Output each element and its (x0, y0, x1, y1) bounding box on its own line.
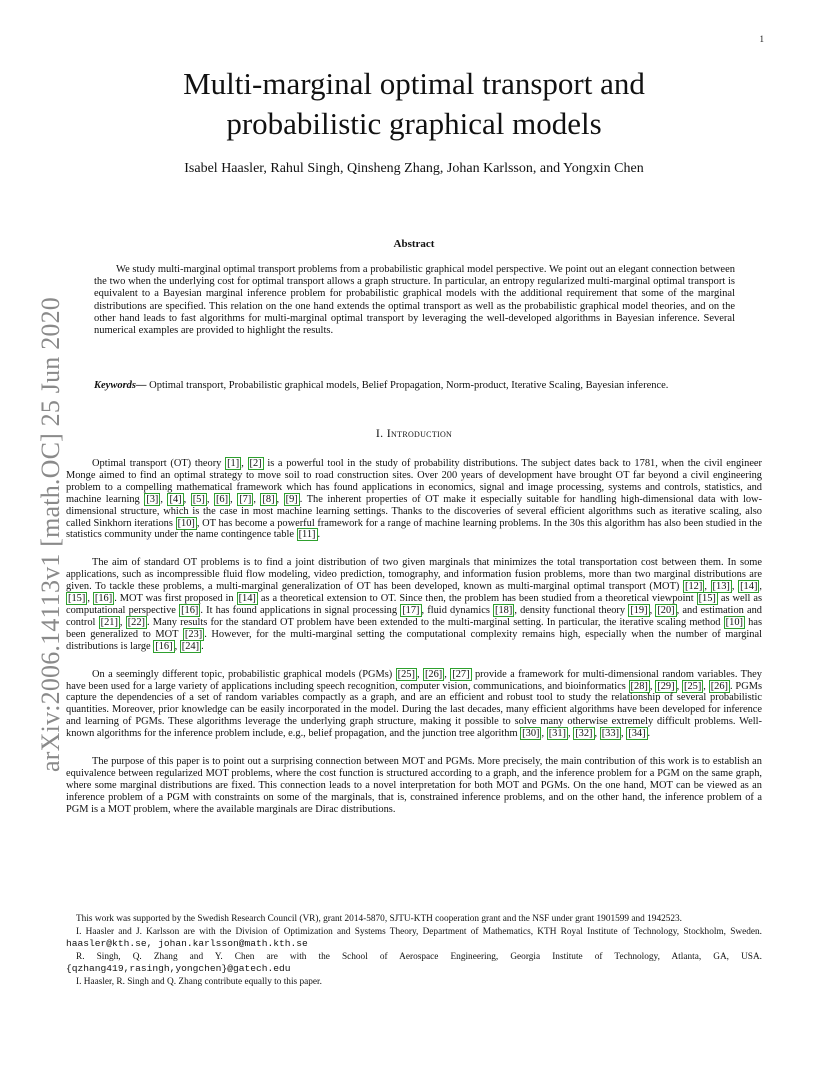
paragraph-text: , (444, 668, 451, 680)
citation-link[interactable]: [7] (239, 493, 252, 505)
citation-link[interactable]: [12] (685, 581, 703, 593)
paragraph-text: , (676, 680, 682, 692)
citation-link[interactable]: [27] (452, 668, 470, 680)
citation-link[interactable]: [9] (285, 493, 298, 505)
citation-link[interactable]: [25] (397, 668, 415, 680)
citation-link[interactable]: [5] (192, 493, 205, 505)
citation-link[interactable]: [10] (725, 616, 743, 628)
paragraph-text: , (568, 728, 574, 740)
citation-link[interactable]: [30] (522, 728, 540, 740)
kth-emails: haasler@kth.se, johan.karlsson@math.kth.se (66, 938, 308, 949)
paper-title (0, 64, 828, 144)
paragraph-text: , (174, 640, 180, 652)
paragraph-text: , (241, 458, 248, 469)
paragraph-text: , (230, 493, 238, 505)
paragraph-text: as a theoretical extension to OT. Since then, the problem has been studied from a theoretical viewpoint (257, 593, 697, 605)
citation-link[interactable]: [24] (181, 640, 200, 652)
citation-link[interactable]: [17] (402, 604, 420, 616)
citation-link[interactable]: [28] (630, 680, 648, 692)
paragraph-text: . However, for the multi-marginal setting the computational complexity remains high, especially when the number of marginal distributions is large (66, 628, 762, 652)
paragraph-text: . It has found applications in signal processing (200, 604, 401, 616)
citation-link[interactable]: [26] (424, 668, 443, 680)
paragraph-text: has been generalized to MOT (66, 616, 763, 640)
paragraph-text: , (594, 728, 600, 740)
paragraph-3 (66, 669, 762, 740)
citation-link[interactable]: [10] (177, 517, 195, 529)
paragraph-text: , density functional theory (514, 604, 629, 616)
abstract-text: We study multi-marginal optimal transport problems from a probabilistic graphical model perspective. We point out an elegant connection between the two when the underlying cost for optimal transport allows a graph structure. In particular, an entropy regularized multi-marginal optimal transport is equivalent to a Bayesian marginal inference problem for probabilistic graphical models with the additional requirement that some of the marginal distributions are specified. This relation on the one hand extends the optimal transport as well as the probabilistic graphical model theories, and on the other hand leads to fast algorithms for multi-marginal optimal transport by leveraging the well-developed algorithms in Bayesian inference. Several numerical examples are provided to highlight the results. (94, 264, 735, 337)
paragraph-text: The aim of standard OT problems is to find a joint distribution of two given marginals that minimizes the total transportation cost between them. In some applications, such as incompressible fluid flow modeling, video prediction, tomography, and information fusion problems, more than two marginal distributions are given. To tackle these problems, a multi-marginal generalization of OT has been developed, known as multi-marginal optimal transport (MOT) (66, 557, 762, 593)
keywords-line (94, 380, 774, 392)
footnote-gatech-text: R. Singh, Q. Zhang and Y. Chen are with the School of Aerospace Engineering, Georgia Institute of Technology, Atlanta, GA, USA. (76, 952, 762, 962)
paragraph-text: , fluid dynamics (421, 604, 494, 616)
citation-link[interactable]: [8] (262, 493, 275, 505)
citation-link[interactable]: [15] (68, 593, 86, 605)
citation-link[interactable]: [32] (575, 728, 593, 740)
paragraph-text: , (649, 680, 656, 692)
paragraph-text: . (201, 640, 204, 652)
paragraph-1 (66, 458, 762, 541)
paragraph-text: , (703, 680, 709, 692)
paragraph-text: , (160, 493, 168, 505)
paragraph-text: , (731, 581, 739, 593)
paragraph-text: On a seemingly different topic, probabilistic graphical models (PGMs) (92, 668, 396, 680)
page-number: 1 (759, 34, 764, 44)
citation-link[interactable]: [6] (215, 493, 229, 505)
citation-link[interactable]: [16] (94, 593, 113, 605)
author-list: Isabel Haasler, Rahul Singh, Qinsheng Zhang, Johan Karlsson, and Yongxin Chen (184, 161, 644, 176)
citation-link[interactable]: [26] (710, 680, 729, 692)
footnote-affiliation-kth (66, 927, 762, 950)
paragraph-text: The purpose of this paper is to point out a surprising connection between MOT and PGMs. More precisely, the main contribution of this work is to establish an equivalence between regularized MOT problems, where the cost function is structured according to a graph, and the inference problem for a PGM on the same graph, where some marginal distributions are fixed. This connection leads to a novel interpretation for both MOT and PGMs. On the one hand, MOT can be viewed as an inference problem of a PGM with constraints on some of the marginals, that is, constrained inference problems, and on the other hand, the inference problem of a PGM is a MOT problem, where the available marginals are Dirac distributions. (66, 756, 762, 815)
citation-link[interactable]: [15] (698, 593, 716, 605)
paragraph-text: . PGMs capture the dependencies of a set of random variables compactly as a graph, and are an efficient and robust tool to study the relationship of several probabilistic quantities. Moreover, prior knowledge can be easily incorporated in the model. During the last decades, many efficient algorithms have been developed for inference and learning of PGMs. These algorithms leverage the underlying graph structure, making it possible to solve many otherwise extremely difficult problems. Well-known algorithms for the inference problem include, e.g., belief propagation, and the junction tree algorithm (66, 680, 762, 740)
paragraph-text: . The inherent properties of OT make it especially suitable for handling high-dimensional data with low-dimensional structure, which is the case in most machine learning settings. Thanks to the discoveries of several efficient algorithms such as iterative scaling, also called Sinkhorn iterations (66, 493, 762, 529)
citation-link[interactable]: [14] (740, 581, 758, 593)
section-heading-introduction: I. Introduction (375, 426, 453, 440)
paragraph-text: , (119, 616, 126, 628)
citation-link[interactable]: [22] (127, 616, 145, 628)
paragraph-text: , (621, 728, 627, 740)
paragraph-text: , (87, 593, 93, 605)
citation-link[interactable]: [23] (184, 628, 203, 640)
citation-link[interactable]: [2] (249, 458, 262, 469)
paragraph-text: , (416, 668, 423, 680)
citation-link[interactable]: [29] (657, 680, 675, 692)
citation-link[interactable]: [18] (495, 604, 513, 616)
citation-link[interactable]: [19] (630, 604, 648, 616)
citation-link[interactable]: [14] (238, 593, 256, 605)
citation-link[interactable]: [11] (298, 529, 316, 541)
paragraph-text: . MOT was first proposed in (114, 593, 237, 605)
paragraph-text: , (649, 604, 656, 616)
citation-link[interactable]: [33] (601, 728, 620, 740)
title-line-2: probabilistic graphical models (226, 106, 602, 141)
paragraph-text: , and estimation and control (66, 604, 762, 628)
citation-link[interactable]: [20] (657, 604, 675, 616)
footnote-affiliation-gatech (66, 952, 762, 975)
paragraph-text: as well as computational perspective (66, 593, 762, 616)
paragraph-text: . Many results for the standard OT problem have been extended to the multi-marginal setting. In particular, the iterative scaling method (147, 616, 724, 628)
paragraph-text: . (317, 529, 321, 541)
citation-link[interactable]: [1] (227, 458, 240, 469)
title-line-1: Multi-marginal optimal transport and (183, 66, 645, 101)
paragraph-text: . (647, 728, 651, 740)
paragraph-text: provide a framework for multi-dimensional random variables. They have been used for a large variety of applications including speech recognition, computer vision, communications, and bioinformatics (66, 668, 762, 692)
citation-link[interactable]: [31] (548, 728, 566, 740)
paragraph-text: , (541, 728, 547, 740)
citation-link[interactable]: [16] (155, 640, 173, 652)
citation-link[interactable]: [13] (712, 581, 730, 593)
paragraph-text: , (759, 581, 763, 593)
citation-link[interactable]: [4] (169, 493, 182, 505)
footnotes (66, 914, 762, 990)
paragraph-text: , (206, 493, 214, 505)
citation-link[interactable]: [21] (100, 616, 118, 628)
paragraph-text: , (704, 581, 711, 593)
keywords-label: Keywords— (94, 380, 147, 391)
paragraph-text: , (183, 493, 191, 505)
paragraph-text: is a powerful tool in the study of probability distributions. The subject dates back to 1781, when the civil engineer Monge aimed to find an optimal strategy to move soil to road construction sites. Over 200 years of development have brought OT far beyond a civil engineering problem to a compelling mathematical framework which has found applications in economics, signal and image processing, systems and controls, statistics, and machine learning (66, 458, 763, 505)
citation-link[interactable]: [16] (181, 604, 199, 616)
gatech-emails: {qzhang419,rasingh,yongchen}@gatech.edu (66, 963, 291, 974)
citation-link[interactable]: [3] (146, 493, 159, 505)
keywords-text: Optimal transport, Probabilistic graphical models, Belief Propagation, Norm-product, Iterative Scaling, Bayesian inference. (146, 380, 669, 391)
paragraph-text: , (253, 493, 261, 505)
paragraph-4 (66, 756, 762, 816)
footnote-funding: This work was supported by the Swedish Research Council (VR), grant 2014-5870, SJTU-KTH cooperation grant and the NSF under grant 1901599 and 1942523. (76, 914, 683, 924)
abstract-heading: Abstract (393, 238, 435, 250)
arxiv-stamp: arXiv:2006.14113v1 [math.OC] 25 Jun 2020 (36, 297, 65, 772)
citation-link[interactable]: [34] (628, 728, 646, 740)
paragraph-text: , (276, 493, 284, 505)
citation-link[interactable]: [25] (683, 680, 702, 692)
paragraph-text: , OT has become a powerful framework for a range of machine learning problems. In the 30s this algorithm has also been studied in the statistics community under the name contingence table (66, 517, 762, 541)
paragraph-text: Optimal transport (OT) theory (92, 458, 226, 469)
footnote-kth-text: I. Haasler and J. Karlsson are with the Division of Optimization and Systems Theory, Department of Mathematics, KTH Royal Institute of Technology, Stockholm, Sweden. (76, 927, 762, 937)
body-text (66, 458, 762, 832)
footnote-equal-contribution: I. Haasler, R. Singh and Q. Zhang contribute equally to this paper. (76, 977, 322, 987)
paragraph-2 (66, 557, 762, 652)
